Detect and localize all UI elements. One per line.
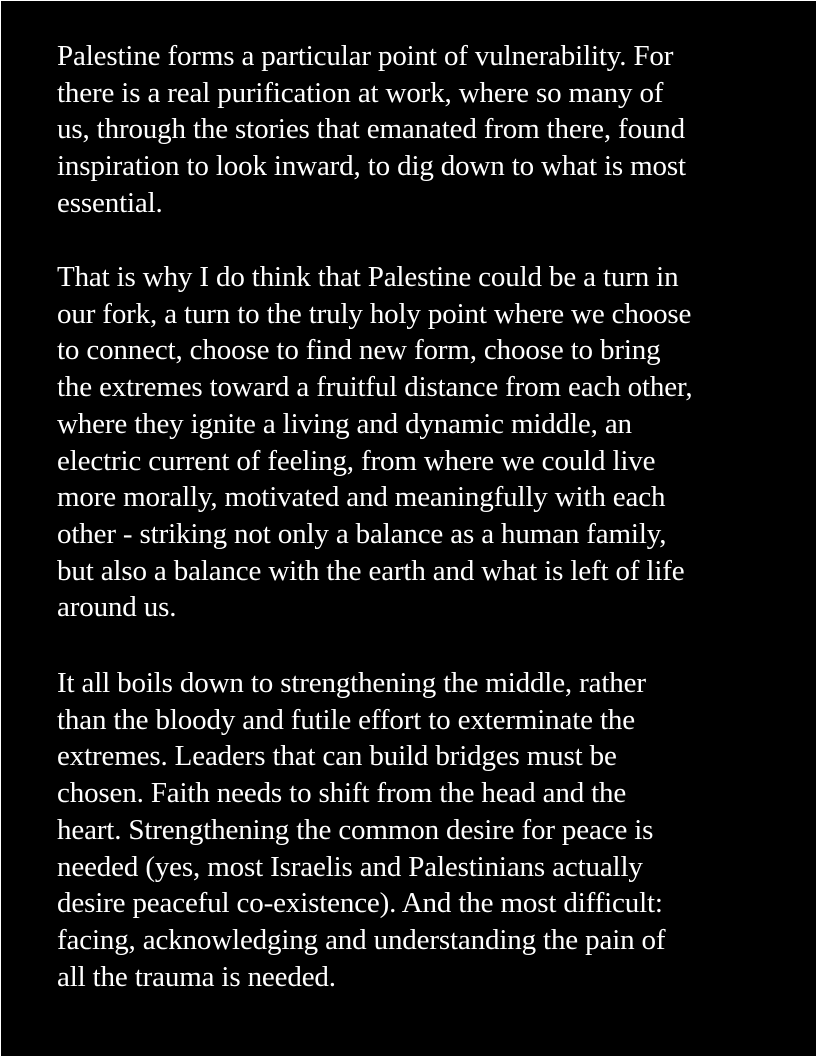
text-line: essential.: [57, 186, 163, 219]
text-line: other - striking not only a balance as a human family,: [57, 517, 667, 550]
text-line: facing, acknowledging and understanding the pain of: [57, 923, 666, 956]
text-line: It all boils down to strengthening the middle, rather: [57, 667, 646, 699]
text-line: our fork, a turn to the truly holy point where we choose: [57, 297, 692, 330]
text-line: needed (yes, most Israelis and Palestinians actually: [57, 850, 643, 883]
text-line: all the trauma is needed.: [57, 960, 336, 993]
text-line: around us.: [57, 591, 177, 624]
text-line: there is a real purification at work, where so many of: [57, 76, 664, 109]
text-line: to connect, choose to find new form, choose to bring: [57, 334, 661, 367]
text-line: the extremes toward a fruitful distance from each other,: [57, 371, 693, 404]
text-line: Palestine forms a particular point of vulnerability. For: [57, 40, 674, 72]
text-line: but also a balance with the earth and what is left of life: [57, 554, 685, 587]
paragraph-1: [57, 38, 686, 222]
text-line: desire peaceful co-existence). And the most difficult:: [57, 887, 663, 920]
paragraph-2: [57, 259, 692, 626]
text-line: That is why I do think that Palestine could be a turn in: [57, 261, 679, 293]
text-line: than the bloody and futile effort to exterminate the: [57, 703, 635, 736]
text-line: heart. Strengthening the common desire for peace is: [57, 813, 654, 846]
text-line: electric current of feeling, from where we could live: [57, 444, 656, 477]
text-line: inspiration to look inward, to dig down to what is most: [57, 150, 686, 183]
text-line: chosen. Faith needs to shift from the head and the: [57, 777, 627, 810]
text-line: us, through the stories that emanated from there, found: [57, 113, 685, 146]
text-line: extremes. Leaders that can build bridges must be: [57, 740, 617, 773]
text-line: more morally, motivated and meaningfully with each: [57, 481, 666, 514]
text-line: where they ignite a living and dynamic middle, an: [57, 407, 632, 440]
paragraph-3: [57, 665, 665, 995]
